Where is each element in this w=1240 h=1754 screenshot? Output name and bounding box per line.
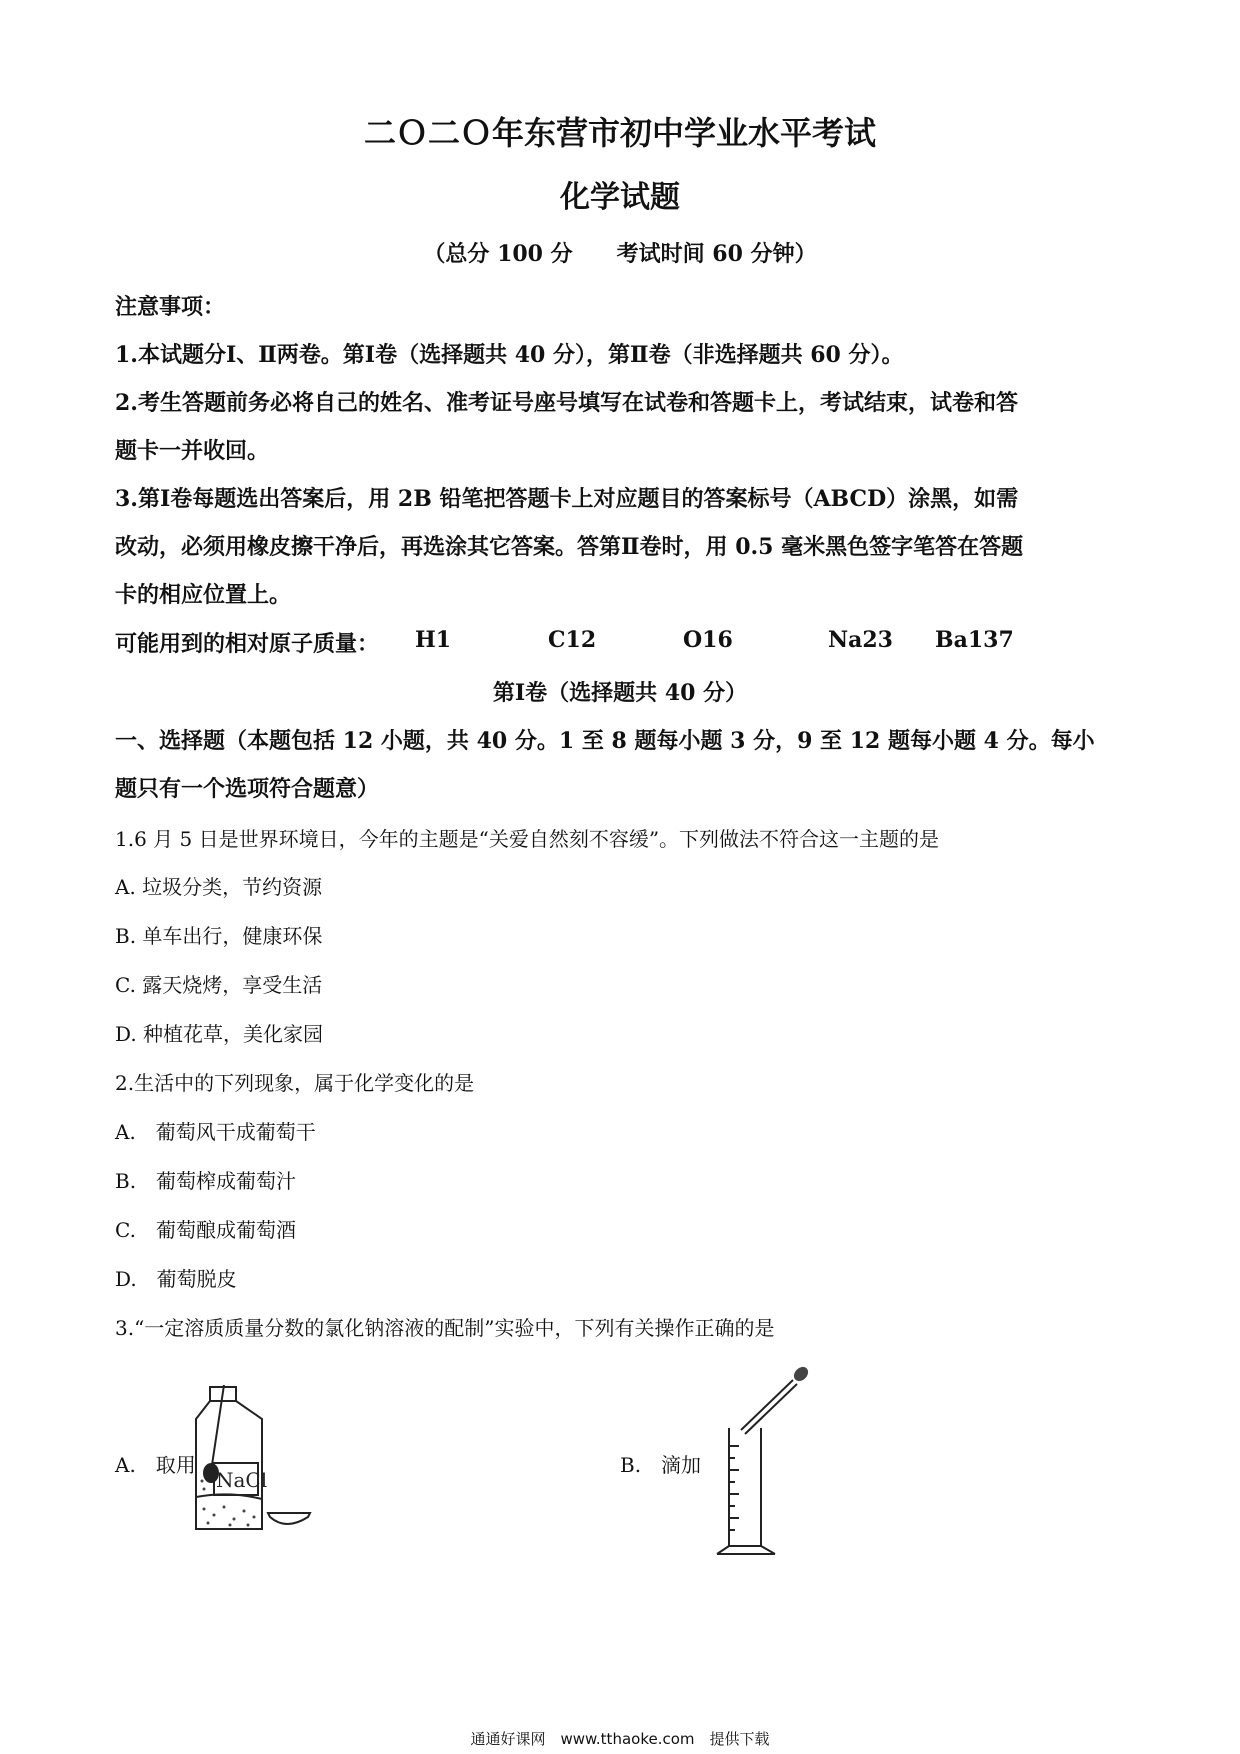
question-3-option-a: A. 取用 (115, 1453, 196, 1477)
spoon-handle (212, 1385, 224, 1465)
question-1-stem: 1.6 月 5 日是世界环境日，今年的主题是“关爱自然刻不容缓”。下列做法不符合这一主题的是 (115, 827, 940, 851)
notice-heading: 注意事项： (115, 294, 226, 320)
dropper-bulb (791, 1366, 811, 1384)
question-3-stem: 3.“一定溶质质量分数的氯化钠溶液的配制”实验中，下列有关操作正确的是 (115, 1316, 775, 1340)
atomic-mass-item: Na23 (828, 627, 893, 653)
page-footer: 通通好课网 www.tthaoke.com 提供下载 (470, 1730, 770, 1748)
atomic-mass-item: H1 (415, 627, 452, 653)
notice-line: 卡的相应位置上。 (115, 582, 292, 608)
notice-line: 3.第Ⅰ卷每题选出答案后，用 2B 铅笔把答题卡上对应题目的答案标号（ABCD）涂黑，如需 (115, 486, 1019, 512)
question-1-option-c: C. 露天烧烤，享受生活 (115, 973, 323, 997)
graduated-cylinder-figure (705, 1366, 815, 1566)
evaporating-dish (268, 1513, 310, 1524)
question-2-option-c: C. 葡萄酿成葡萄酒 (115, 1218, 296, 1242)
exam-subtitle: 化学试题 (560, 180, 680, 215)
notice-line: 2.考生答题前务必将自己的姓名、准考证号座号填写在试卷和答题卡上，考试结束，试卷和答 (115, 390, 1018, 416)
notice-line: 改动，必须用橡皮擦干净后，再选涂其它答案。答第Ⅱ卷时，用 0.5 毫米黑色签字笔答在答题 (115, 534, 1024, 560)
section-intro: 一、选择题（本题包括 12 小题，共 40 分。1 至 8 题每小题 3 分，9 至 12 题每小题 4 分。每小 (115, 728, 1095, 754)
question-1-option-a: A. 垃圾分类，节约资源 (115, 875, 323, 899)
exam-title: 二Ｏ二Ｏ年东营市初中学业水平考试 (363, 114, 876, 152)
question-2-option-b: B. 葡萄榨成葡萄汁 (115, 1169, 297, 1193)
section-heading: 第Ⅰ卷（选择题共 40 分） (492, 680, 748, 706)
cylinder-graduations (729, 1446, 739, 1530)
dropper-tube (741, 1380, 793, 1430)
section-intro: 题只有一个选项符合题意） (115, 776, 380, 802)
bottle-label: NaCl (216, 1468, 268, 1492)
question-3-option-b: B. 滴加 (620, 1453, 702, 1477)
question-2-stem: 2.生活中的下列现象，属于化学变化的是 (115, 1071, 475, 1095)
reagent-bottle-figure (190, 1385, 325, 1535)
question-1-option-b: B. 单车出行，健康环保 (115, 924, 323, 948)
atomic-mass-item: C12 (548, 627, 597, 653)
notice-line: 1.本试题分Ⅰ、Ⅱ两卷。第Ⅰ卷（选择题共 40 分），第Ⅱ卷（非选择题共 60 分）。 (115, 342, 904, 368)
atomic-mass-label: 可能用到的相对原子质量： (115, 631, 380, 657)
question-2-option-a: A. 葡萄风干成葡萄干 (115, 1120, 316, 1144)
atomic-mass-item: Ba137 (935, 627, 1014, 653)
notice-line: 题卡一并收回。 (115, 438, 270, 464)
question-1-option-d: D. 种植花草，美化家园 (115, 1022, 324, 1046)
atomic-mass-item: O16 (683, 627, 733, 653)
question-2-option-d: D. 葡萄脱皮 (115, 1267, 237, 1291)
exam-meta: （总分 100 分 考试时间 60 分钟） (423, 241, 817, 267)
